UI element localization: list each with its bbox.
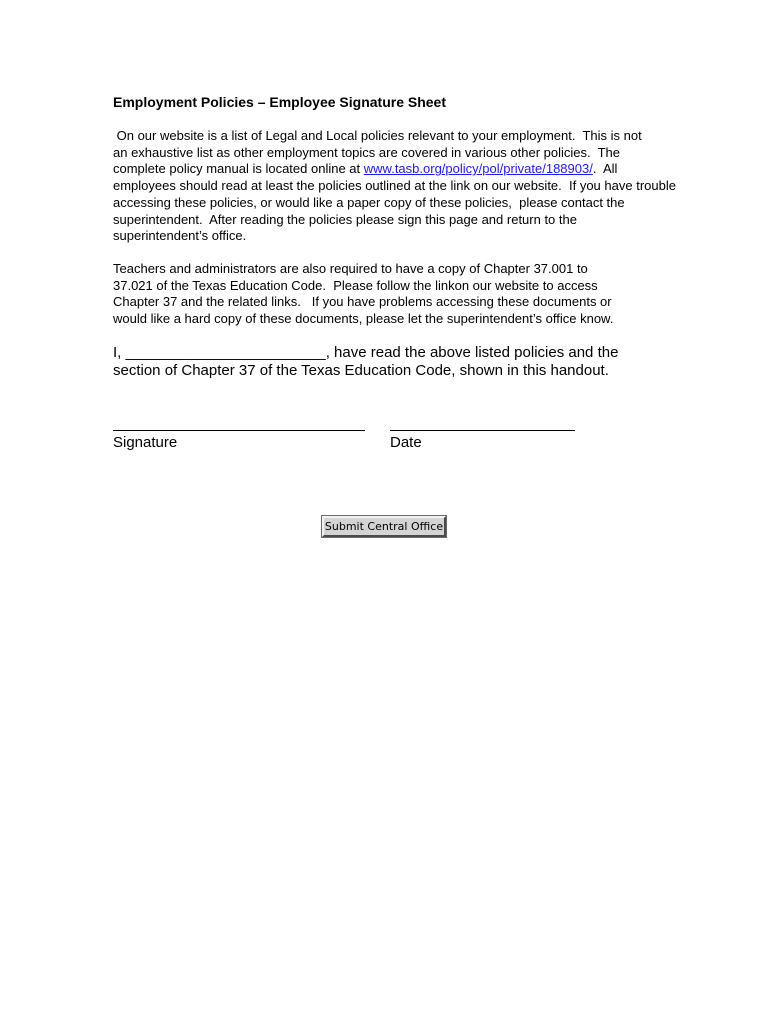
document-title: Employment Policies – Employee Signature Sheet [113, 94, 446, 110]
submit-central-office-button[interactable]: Submit Central Office [322, 516, 446, 537]
paragraph-line: Chapter 37 and the related links. If you have problems accessing these documents or [113, 294, 612, 310]
paragraph-line: an exhaustive list as other employment topics are covered in various other policies. The [113, 144, 621, 160]
paragraph-line: Teachers and administrators are also required to have a copy of Chapter 37.001 to [113, 261, 588, 276]
paragraph-line: superintendent. After reading the policies please sign this page and return to the [113, 211, 577, 227]
paragraph-text: . All [592, 161, 618, 177]
acknowledgement-statement [113, 344, 618, 380]
paragraph-line: 37.021 of the Texas Education Code. Please follow the linkon our website to access [113, 277, 598, 293]
statement-line: section of Chapter 37 of the Texas Education Code, shown in this handout. [113, 362, 609, 379]
date-label: Date [390, 434, 422, 451]
date-line [390, 430, 575, 431]
paragraph-line: employees should read at least the policies outlined at the link on our website. If you have trouble [113, 178, 676, 194]
paragraph-line: would like a hard copy of these documents, please let the superintendent’s office know. [113, 311, 614, 327]
policy-paragraph [113, 128, 676, 245]
paragraph-line: On our website is a list of Legal and Local policies relevant to your employment. This is not [113, 128, 642, 143]
signature-label: Signature [113, 434, 178, 451]
paragraph-line: accessing these policies, or would like a paper copy of these policies, please contact the [113, 194, 625, 210]
paragraph-line: superintendent’s office. [113, 228, 247, 244]
signature-line [113, 430, 365, 431]
statement-line: I, ________________________, have read the above listed policies and the [113, 344, 619, 361]
policy-manual-link[interactable]: www.tasb.org/policy/pol/private/188903/ [363, 161, 593, 177]
paragraph-line [113, 161, 676, 178]
chapter-37-paragraph [113, 261, 613, 328]
paragraph-text: complete policy manual is located online at [113, 161, 364, 177]
